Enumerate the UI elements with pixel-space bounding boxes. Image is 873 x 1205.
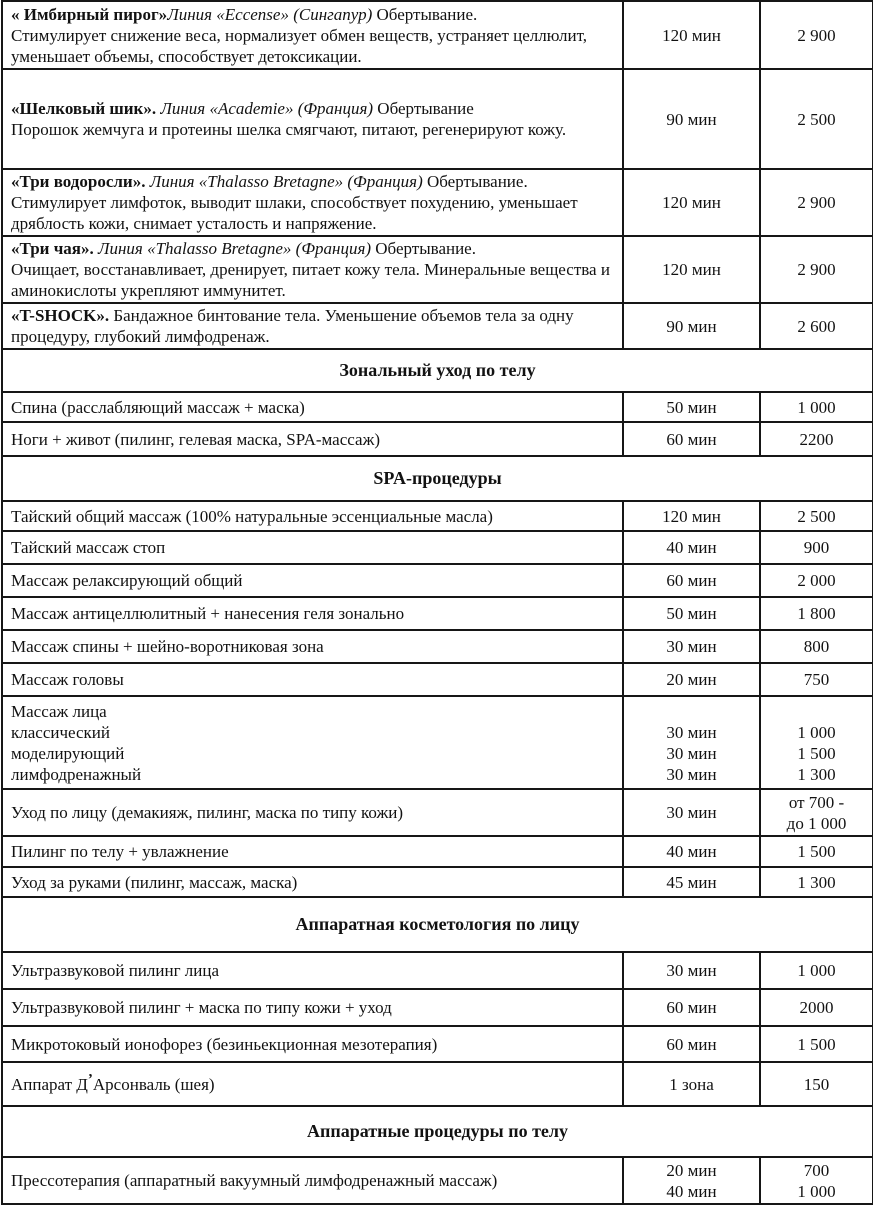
service-time-value: 60 мин (666, 1034, 717, 1054)
service-row (2, 696, 873, 789)
service-name-line (11, 238, 616, 259)
service-time-cell (623, 1062, 760, 1106)
service-name-cell (2, 952, 623, 989)
service-name-text: Стимулирует лимфоток, выводит шлаки, способствует похудению, уменьшает дряблость кожи, снимает усталость и напряжение. (11, 193, 578, 233)
service-name-text: Пилинг по телу + увлажнение (11, 842, 229, 861)
service-name-text: « Имбирный пирог» (11, 4, 168, 24)
service-name-line (11, 259, 616, 301)
service-row (2, 69, 873, 169)
service-price-cell (760, 392, 873, 422)
service-time-value: 120 мин (662, 506, 721, 526)
service-name-cell (2, 564, 623, 597)
service-name-line (11, 841, 616, 862)
service-name-cell (2, 663, 623, 696)
service-price-value: 2 500 (797, 506, 836, 526)
service-name-cell (2, 597, 623, 630)
service-name-line (11, 872, 616, 893)
price-table-body (2, 1, 873, 1204)
service-price-cell (760, 952, 873, 989)
service-name-cell (2, 836, 623, 867)
service-row (2, 501, 873, 531)
service-time-cell (623, 501, 760, 531)
service-name-line (11, 397, 616, 418)
service-time-cell (623, 1157, 760, 1204)
service-name-line (11, 429, 616, 450)
service-time-value: 45 мин (666, 872, 717, 892)
service-name-line (11, 570, 616, 591)
service-price-value: 2 600 (797, 316, 836, 336)
service-time-cell (623, 952, 760, 989)
service-name-text: Ультразвуковой пилинг + маска по типу кожи + уход (11, 998, 392, 1017)
service-name-cell (2, 630, 623, 663)
service-name-line (11, 802, 616, 823)
service-price-value: 700 (803, 1160, 830, 1180)
service-name-line (11, 25, 616, 67)
service-price-value: 1 500 (797, 743, 836, 763)
service-price-value: 1 000 (797, 961, 836, 980)
service-row (2, 989, 873, 1026)
service-time-value: 30 мин (666, 764, 717, 784)
service-price-cell (760, 531, 873, 564)
service-name-text: Линия «Thalasso Bretagne» (Франция) (149, 172, 423, 191)
service-row (2, 630, 873, 663)
service-row (2, 392, 873, 422)
service-price-value: 750 (803, 670, 830, 689)
service-price-cell (760, 1, 873, 69)
service-price-cell (760, 989, 873, 1026)
service-name-cell (2, 1157, 623, 1204)
service-row (2, 236, 873, 303)
service-name-text: Уход по лицу (демакияж, пилинг, маска по типу кожи) (11, 803, 403, 822)
section-header: SPA-процедуры (2, 456, 873, 501)
service-name-cell (2, 501, 623, 531)
service-name-text: Обертывание. (371, 239, 476, 258)
service-name-cell (2, 696, 623, 789)
service-time-value: 40 мин (666, 1181, 717, 1201)
service-price-value: 1 300 (797, 872, 836, 892)
service-price-value: 900 (803, 538, 830, 557)
service-name-cell (2, 236, 623, 303)
service-time-value: 50 мин (666, 604, 717, 623)
service-name-text: Массаж релаксирующий общий (11, 571, 243, 590)
service-price-cell (760, 630, 873, 663)
service-price-value: 1 800 (797, 604, 836, 623)
service-price-cell (760, 303, 873, 349)
service-time-value (626, 701, 757, 722)
service-name-line (11, 669, 616, 690)
service-row (2, 422, 873, 456)
service-price-value: от 700 - (788, 792, 845, 812)
service-name-cell (2, 989, 623, 1026)
section-row (2, 1106, 873, 1157)
service-time-value: 120 мин (662, 25, 721, 45)
service-name-cell (2, 69, 623, 169)
service-time-cell (623, 392, 760, 422)
service-row (2, 836, 873, 867)
service-name-text: Ультразвуковой пилинг лица (11, 961, 220, 980)
service-name-text: Массаж лица (11, 701, 107, 721)
service-row (2, 952, 873, 989)
service-price-cell (760, 696, 873, 789)
section-row (2, 456, 873, 501)
section-header: Зональный уход по телу (2, 349, 873, 392)
service-time-value: 120 мин (662, 260, 721, 279)
service-price-cell (760, 867, 873, 897)
service-time-cell (623, 303, 760, 349)
service-time-cell (623, 789, 760, 836)
service-price-cell (760, 422, 873, 456)
service-name-line (11, 636, 616, 657)
service-name-text: Обертывание. (372, 4, 478, 24)
service-name-text: Арсонваль (шея) (92, 1074, 215, 1094)
service-name-line (11, 1034, 616, 1055)
service-name-text: Очищает, восстанавливает, дренирует, питает кожу тела. Минеральные вещества и аминокислоты укрепляют иммунитет. (11, 260, 610, 300)
service-name-text: лимфодренажный (11, 764, 142, 784)
service-name-text: «T-SHOCK». (11, 306, 114, 325)
service-price-cell (760, 236, 873, 303)
service-time-value: 60 мин (666, 571, 717, 590)
service-name-text: Линия «Thalasso Bretagne» (Франция) (97, 239, 372, 258)
service-time-cell (623, 989, 760, 1026)
service-name-text: «Шелковый шик». (11, 99, 161, 118)
service-name-text: ’ (87, 1070, 93, 1087)
service-price-value: 2 900 (797, 25, 836, 45)
service-price-value: 1 300 (797, 764, 836, 784)
service-time-value: 40 мин (666, 842, 717, 861)
service-price-cell (760, 169, 873, 236)
service-name-line (11, 1070, 616, 1095)
service-time-value: 30 мин (666, 803, 717, 822)
service-name-text: Тайский общий массаж (100% натуральные эссенциальные масла) (11, 506, 493, 526)
service-time-value: 60 мин (666, 998, 717, 1017)
service-price-value: 1 000 (797, 1181, 836, 1201)
service-time-value: 20 мин (666, 1160, 717, 1180)
service-name-cell (2, 1, 623, 69)
service-time-cell (623, 531, 760, 564)
service-name-line (11, 4, 616, 25)
service-name-text: Уход за руками (пилинг, массаж, маска) (11, 872, 298, 892)
service-time-cell (623, 564, 760, 597)
service-price-value: 2 900 (797, 193, 836, 212)
service-name-text: классический (11, 722, 110, 742)
service-name-line (11, 171, 616, 192)
service-price-cell (760, 1062, 873, 1106)
service-time-cell (623, 236, 760, 303)
service-name-text: Линия «Eccense» (Сингапур) (167, 4, 373, 24)
service-time-cell (623, 836, 760, 867)
service-name-text: Микротоковый ионофорез (безиньекционная мезотерапия) (11, 1034, 438, 1054)
service-name-line (11, 722, 616, 743)
service-name-line (11, 1170, 616, 1191)
service-price-cell (760, 836, 873, 867)
service-name-text: Обертывание. (422, 172, 528, 191)
service-time-value: 40 мин (666, 538, 717, 557)
service-name-text: Ноги + живот (пилинг, гелевая маска, SPA-массаж) (11, 429, 380, 449)
service-name-text: Прессотерапия (аппаратный вакуумный лимфодренажный массаж) (11, 1171, 498, 1190)
service-price-value: 150 (803, 1074, 830, 1094)
section-header: Аппаратные процедуры по телу (2, 1106, 873, 1157)
service-price-value: до 1 000 (786, 813, 847, 833)
service-row (2, 531, 873, 564)
service-row (2, 663, 873, 696)
service-time-cell (623, 597, 760, 630)
service-price-value: 2200 (799, 429, 834, 449)
service-price-value: 2000 (799, 998, 834, 1017)
service-name-line (11, 764, 616, 785)
service-time-value: 50 мин (666, 397, 717, 417)
service-name-cell (2, 531, 623, 564)
service-name-cell (2, 867, 623, 897)
service-name-text: «Три водоросли». (11, 172, 150, 191)
service-name-line (11, 119, 616, 140)
service-row (2, 1026, 873, 1062)
service-time-value: 20 мин (666, 670, 717, 689)
service-price-cell (760, 663, 873, 696)
service-name-text: Стимулирует снижение веса, нормализует обмен веществ, устраняет целлюлит, уменьшает объемы, способствует детоксикации. (11, 25, 588, 66)
service-name-text: Обертывание (373, 99, 474, 118)
service-name-cell (2, 1026, 623, 1062)
service-price-cell (760, 1026, 873, 1062)
service-name-line (11, 506, 616, 527)
service-name-text: Порошок жемчуга и протеины шелка смягчают, питают, регенерируют кожу. (11, 120, 567, 139)
price-table (1, 0, 873, 1205)
service-name-text: Аппарат Д (11, 1074, 88, 1094)
service-time-cell (623, 696, 760, 789)
service-time-value: 90 мин (666, 316, 717, 336)
service-name-line (11, 743, 616, 764)
service-price-cell (760, 564, 873, 597)
service-price-cell (760, 789, 873, 836)
service-time-value: 30 мин (666, 722, 717, 742)
service-time-cell (623, 1026, 760, 1062)
service-name-text: Линия «Academie» (Франция) (160, 99, 374, 118)
service-name-text: Массаж спины + шейно-воротниковая зона (11, 637, 324, 656)
service-name-line (11, 960, 616, 981)
service-price-cell (760, 597, 873, 630)
service-time-cell (623, 422, 760, 456)
service-name-text: Тайский массаж стоп (11, 538, 166, 557)
service-name-cell (2, 1062, 623, 1106)
service-row (2, 1157, 873, 1204)
service-name-line (11, 701, 616, 722)
service-price-value: 1 500 (797, 1034, 836, 1054)
service-name-line (11, 98, 616, 119)
service-name-cell (2, 422, 623, 456)
service-name-text: Спина (расслабляющий массаж + маска) (11, 397, 305, 417)
service-price-value: 1 000 (797, 397, 836, 417)
service-name-text: Бандажное бинтование тела. Уменьшение объемов тела за одну процедуру, глубокий лимфодренаж. (11, 306, 574, 346)
service-time-value: 1 зона (669, 1074, 714, 1094)
service-name-line (11, 603, 616, 624)
service-row (2, 789, 873, 836)
service-time-value: 30 мин (666, 637, 717, 656)
service-name-line (11, 537, 616, 558)
service-row (2, 564, 873, 597)
service-name-cell (2, 789, 623, 836)
service-name-cell (2, 169, 623, 236)
service-row (2, 169, 873, 236)
service-row (2, 597, 873, 630)
service-price-value: 2 500 (797, 109, 836, 129)
service-name-line (11, 305, 616, 347)
service-time-cell (623, 1, 760, 69)
service-price-value: 2 000 (797, 571, 836, 590)
service-time-value: 60 мин (666, 429, 717, 449)
service-time-value: 90 мин (666, 109, 717, 129)
service-name-text: моделирующий (11, 743, 125, 763)
service-time-value: 30 мин (666, 961, 717, 980)
service-name-text: Массаж головы (11, 670, 124, 689)
service-time-value: 120 мин (662, 193, 721, 212)
service-price-cell (760, 501, 873, 531)
service-time-cell (623, 663, 760, 696)
service-price-value: 1 000 (797, 722, 836, 742)
service-time-cell (623, 630, 760, 663)
section-row (2, 897, 873, 952)
service-name-line (11, 192, 616, 234)
service-name-text: «Три чая». (11, 239, 98, 258)
service-price-value (763, 701, 870, 722)
service-time-cell (623, 69, 760, 169)
section-header: Аппаратная косметология по лицу (2, 897, 873, 952)
service-price-cell (760, 69, 873, 169)
service-price-cell (760, 1157, 873, 1204)
service-row (2, 303, 873, 349)
service-price-value: 1 500 (797, 842, 836, 861)
service-name-cell (2, 303, 623, 349)
service-time-cell (623, 169, 760, 236)
service-price-value: 2 900 (797, 260, 836, 279)
service-name-text: Массаж антицеллюлитный + нанесения геля зонально (11, 604, 405, 623)
service-row (2, 1, 873, 69)
section-row (2, 349, 873, 392)
service-price-value: 800 (803, 637, 830, 656)
service-name-line (11, 997, 616, 1018)
service-time-value: 30 мин (666, 743, 717, 763)
service-row (2, 867, 873, 897)
service-name-cell (2, 392, 623, 422)
service-time-cell (623, 867, 760, 897)
service-row (2, 1062, 873, 1106)
